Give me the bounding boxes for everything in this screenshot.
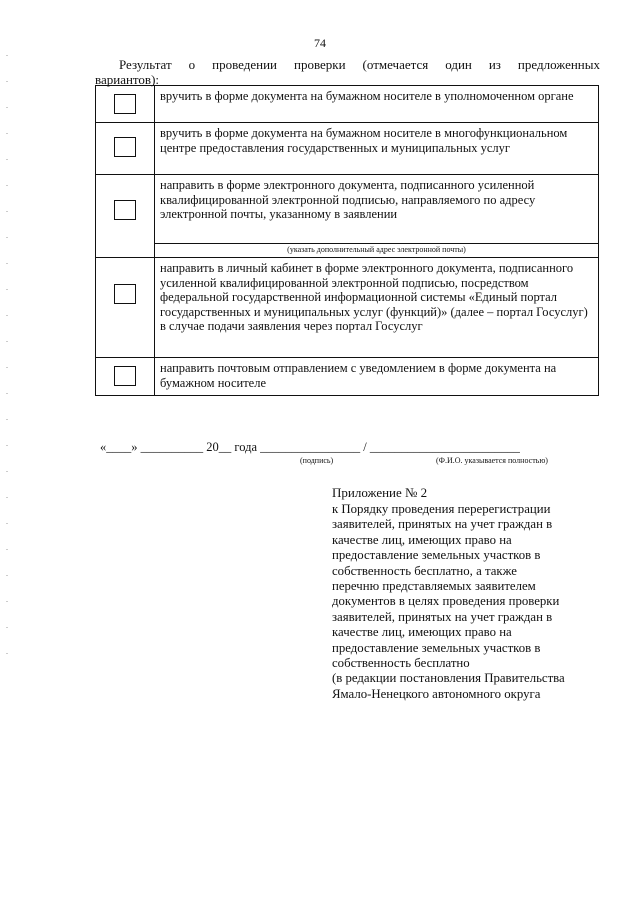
option-row	[96, 86, 599, 123]
checkbox-option-4[interactable]	[114, 284, 136, 304]
intro-text	[95, 57, 600, 87]
options-table	[95, 85, 599, 396]
checkbox-cell	[96, 86, 155, 123]
checkbox-option-2[interactable]	[114, 137, 136, 157]
option-row	[96, 258, 599, 358]
intro-line-2: вариантов):	[95, 72, 160, 87]
appendix-line: предоставление земельных участков в	[332, 548, 541, 563]
appendix-line: заявителей, принятых на учет граждан в	[332, 517, 553, 532]
appendix-line: собственность бесплатно	[332, 656, 470, 671]
appendix-line: перечню представляемых заявителем	[332, 579, 536, 594]
option-text-2: вручить в форме документа на бумажном носителе в многофункциональном центре предоставления государственных и муниципальных услуг	[155, 123, 599, 175]
appendix-line: качестве лиц, имеющих право на	[332, 532, 512, 547]
appendix-line: качестве лиц, имеющих право на	[332, 625, 512, 640]
option-text-4: направить в личный кабинет в форме электронного документа, подписанного усиленной квалифицированной электронной подписью, посредством федеральной государственной информационной системы «Единый портал государственных и муниципальных услуг (функций)» (далее – портал Госуслуг) в случае подачи заявления через портал Госуслуг	[155, 258, 599, 358]
appendix-line: предоставление земельных участков в	[332, 640, 541, 655]
email-address-label: (указать дополнительный адрес электронной почты)	[155, 244, 599, 258]
date-signature-line: «____» __________ 20__ года ________________ / ________________________	[100, 440, 520, 454]
checkbox-option-3[interactable]	[114, 200, 136, 220]
appendix-body	[332, 502, 602, 702]
appendix-title: Приложение № 2	[332, 485, 428, 500]
appendix-line: документов в целях проведения проверки	[332, 594, 560, 609]
option-text-1: вручить в форме документа на бумажном носителе в уполномоченном органе	[155, 86, 599, 123]
checkbox-option-5[interactable]	[114, 366, 136, 386]
intro-line-1: Результат о проведении проверки (отмечается один из предложенных	[119, 57, 600, 72]
appendix-line: Ямало-Ненецкого автономного округа	[332, 686, 541, 701]
checkbox-cell	[96, 358, 155, 396]
checkbox-cell	[96, 123, 155, 175]
option-row	[96, 175, 599, 244]
option-row	[96, 123, 599, 175]
option-row	[96, 358, 599, 396]
checkbox-cell	[96, 258, 155, 358]
option-subrow	[96, 244, 599, 258]
option-text-3: направить в форме электронного документа, подписанного усиленной квалифицированной электронной подписью, направляемого по адресу электронной почты, указанному в заявлении	[155, 175, 599, 244]
scan-margin-marks	[6, 55, 8, 655]
checkbox-cell	[96, 175, 155, 258]
appendix-line: к Порядку проведения перерегистрации	[332, 502, 551, 516]
appendix-line: собственность бесплатно, а также	[332, 563, 517, 578]
appendix-line: заявителей, принятых на учет граждан в	[332, 609, 553, 624]
signature-caption: (подпись)	[300, 456, 334, 465]
option-text-5: направить почтовым отправлением с уведомлением в форме документа на бумажном носителе	[155, 358, 599, 396]
checkbox-option-1[interactable]	[114, 94, 136, 114]
fio-caption: (Ф.И.О. указывается полностью)	[436, 456, 548, 465]
page-number: 74	[314, 36, 326, 50]
appendix-line: (в редакции постановления Правительства	[332, 671, 565, 686]
